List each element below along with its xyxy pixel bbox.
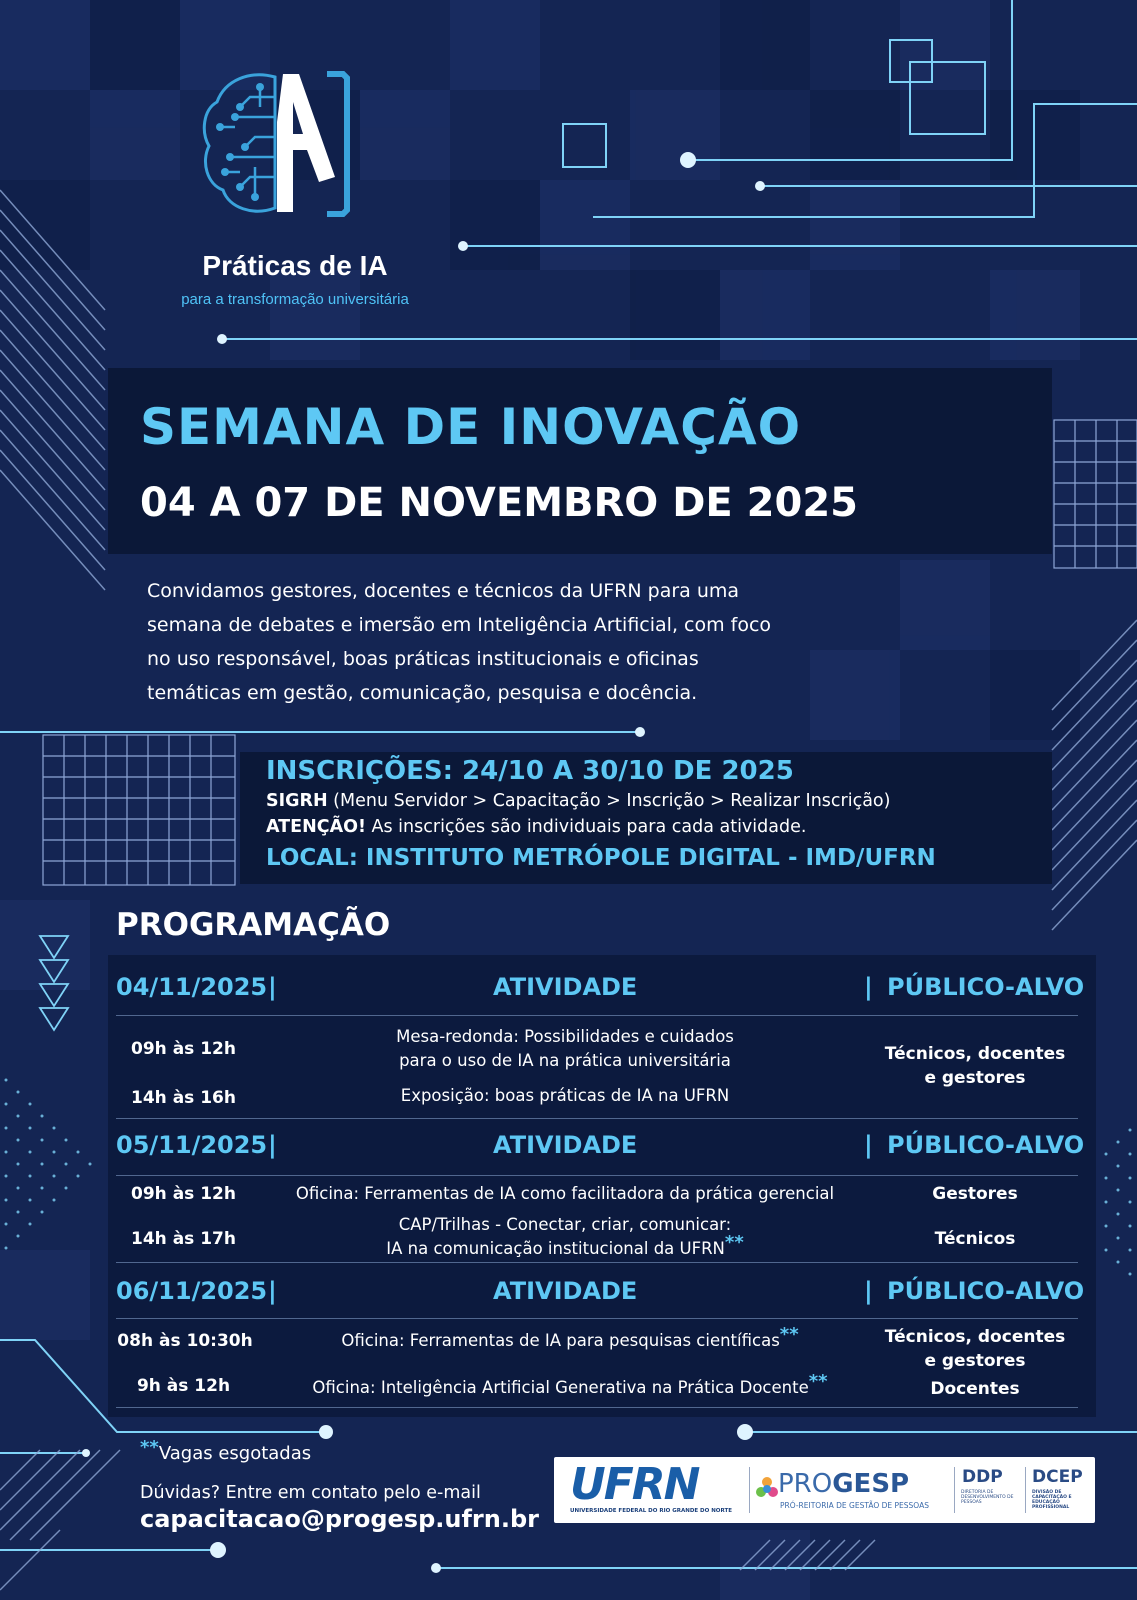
column-separator: | (864, 1131, 873, 1159)
dcep-logo: DCEP (1032, 1467, 1083, 1487)
session-audience: Docentes (930, 1379, 1020, 1399)
title-panel (108, 368, 1052, 554)
audience-column-header: PÚBLICO-ALVO (887, 1131, 1085, 1159)
intro-line: temáticas em gestão, comunicação, pesquisa e docência. (147, 682, 698, 704)
table-divider (116, 1175, 1078, 1176)
activity-column-header: ATIVIDADE (493, 1277, 638, 1305)
table-divider (116, 1318, 1078, 1319)
event-location: LOCAL: INSTITUTO METRÓPOLE DIGITAL - IMD/UFRN (266, 845, 936, 871)
column-separator: | (268, 973, 277, 1001)
progesp-logo-part: PRO (778, 1469, 833, 1499)
registration-attention (266, 817, 806, 837)
audience-column-header: PÚBLICO-ALVO (887, 973, 1085, 1001)
sold-out-mark: ** (779, 1324, 799, 1345)
day-date: 06/11/2025 (116, 1277, 268, 1305)
session-time: 08h às 10:30h (117, 1331, 253, 1351)
program-heading: PROGRAMAÇÃO (116, 907, 391, 943)
system-label: SIGRH (266, 791, 328, 811)
sold-out-note (140, 1437, 312, 1464)
session-audience: Gestores (932, 1184, 1018, 1204)
column-separator: | (268, 1131, 277, 1159)
intro-line: semana de debates e imersão em Inteligência Artificial, com foco (147, 614, 772, 636)
session-time: 09h às 12h (131, 1184, 236, 1204)
session-time: 14h às 17h (131, 1229, 236, 1249)
table-divider (116, 1262, 1078, 1263)
contact-email-link[interactable]: capacitacao@progesp.ufrn.br (140, 1505, 539, 1533)
activity-text: Oficina: Inteligência Artificial Generativa na Prática Docente (312, 1378, 809, 1397)
praticas-ia-logo-icon (195, 62, 365, 232)
registration-title: INSCRIÇÕES: 24/10 A 30/10 DE 2025 (266, 756, 794, 786)
system-path: (Menu Servidor > Capacitação > Inscrição > Realizar Inscrição) (327, 791, 891, 811)
logo-divider (954, 1467, 955, 1513)
intro-line: no uso responsável, boas práticas institucionais e oficinas (147, 648, 699, 670)
session-activity: Oficina: Ferramentas de IA como facilitadora da prática gerencial (295, 1184, 835, 1203)
progesp-logo-subtitle: PRÓ-REITORIA DE GESTÃO DE PESSOAS (780, 1501, 929, 1510)
progesp-emblem-icon (754, 1475, 780, 1501)
session-activity (290, 1324, 850, 1353)
contact-question: Dúvidas? Entre em contato pelo e-mail (140, 1483, 481, 1503)
session-audience: Técnicos, docentes e gestores (884, 1327, 1066, 1371)
sold-out-text: Vagas esgotadas (158, 1443, 312, 1464)
logo-divider (749, 1467, 750, 1513)
intro-line: Convidamos gestores, docentes e técnicos da UFRN para uma (147, 580, 740, 602)
sold-out-mark: ** (724, 1232, 744, 1253)
day-date: 04/11/2025 (116, 973, 268, 1001)
session-time: 9h às 12h (136, 1376, 231, 1396)
sold-out-mark: ** (808, 1371, 828, 1392)
table-divider (116, 1407, 1078, 1408)
logo-subtitle: para a transformação universitária (181, 291, 409, 308)
logo-divider (1025, 1467, 1026, 1513)
progesp-logo-part: GESP (832, 1469, 910, 1499)
session-activity: Mesa-redonda: Possibilidades e cuidados para o uso de IA na prática universitária (396, 1027, 734, 1070)
session-activity (270, 1371, 870, 1400)
attention-label: ATENÇÃO! (266, 817, 366, 837)
ufrn-logo-subtitle: UNIVERSIDADE FEDERAL DO RIO GRANDE DO NORTE (570, 1508, 732, 1514)
ddp-logo-subtitle: DIRETORIA DE DESENVOLVIMENTO DE PESSOAS (961, 1490, 1014, 1505)
attention-text: As inscrições são individuais para cada atividade. (365, 817, 807, 837)
partner-logos-bar (554, 1457, 1095, 1523)
sold-out-mark: ** (140, 1437, 159, 1458)
session-time: 09h às 12h (131, 1039, 236, 1059)
dcep-logo-subtitle: DIVISÃO DE CAPACITAÇÃO E EDUCAÇÃO PROFISSIONAL (1032, 1490, 1072, 1510)
intro-text (147, 574, 867, 710)
activity-column-header: ATIVIDADE (493, 973, 638, 1001)
session-activity: Exposição: boas práticas de IA na UFRN (400, 1086, 730, 1105)
activity-column-header: ATIVIDADE (493, 1131, 638, 1159)
table-divider (116, 1118, 1078, 1119)
activity-line (300, 1232, 830, 1261)
event-title: SEMANA DE INOVAÇÃO (140, 398, 802, 456)
audience-column-header: PÚBLICO-ALVO (887, 1277, 1085, 1305)
day-date: 05/11/2025 (116, 1131, 268, 1159)
activity-text: IA na comunicação institucional da UFRN (386, 1239, 725, 1258)
table-divider (116, 1015, 1078, 1016)
column-separator: | (864, 973, 873, 1001)
activity-text: Oficina: Ferramentas de IA para pesquisas científicas (341, 1331, 780, 1350)
progesp-logo (778, 1469, 909, 1499)
registration-system (266, 791, 890, 811)
event-dates: 04 A 07 DE NOVEMBRO DE 2025 (140, 480, 859, 526)
session-time: 14h às 16h (131, 1088, 236, 1108)
column-separator: | (268, 1277, 277, 1305)
session-activity (300, 1213, 830, 1261)
ufrn-logo: UFRN (570, 1459, 699, 1510)
session-audience: Técnicos (934, 1229, 1016, 1249)
session-audience: Técnicos, docentes e gestores (884, 1044, 1066, 1088)
ddp-logo: DDP (962, 1467, 1003, 1487)
activity-line: CAP/Trilhas - Conectar, criar, comunicar: (398, 1215, 732, 1234)
column-separator: | (864, 1277, 873, 1305)
logo-title: Práticas de IA (202, 250, 388, 281)
